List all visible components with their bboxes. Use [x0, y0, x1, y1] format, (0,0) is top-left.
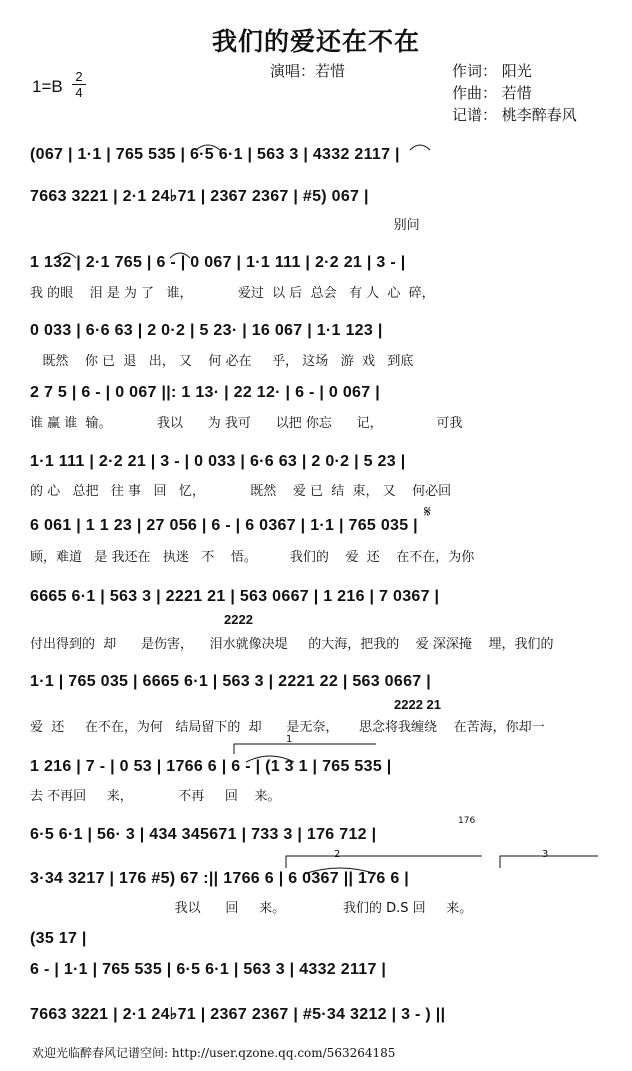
score-system-3-lyrics: 我 的眼 泪 是 为 了 谁， 爱过 以 后 总会 有 人 心 碎， — [30, 286, 435, 301]
volta-3-label: 3 — [542, 849, 549, 860]
volta-2-label: 2 — [334, 849, 341, 860]
slur-6 — [304, 868, 376, 874]
score-system-9-notes: 1·1 | 765 035 | 6665 6·1 | 563 3 | 2221 22 | 563 0667 | — [30, 673, 431, 690]
alt-notes-1: 2222 — [224, 612, 253, 627]
score-system-11-notes: 6·5 6·1 | 56· 3 | 434 345671 | 733 3 | 176 712 | — [30, 826, 377, 843]
score-system-2-lyrics: 别问 — [30, 218, 420, 233]
score-system-8-notes: 6665 6·1 | 563 3 | 2221 21 | 563 0667 | 1 216 | 7 0367 | — [30, 588, 440, 605]
score-system-7-lyrics: 顾，难道 是 我还在 执迷 不 悟。 我们的 爱 还 在不在，为你 — [30, 550, 475, 565]
score-system-13-notes: (35 17 | — [30, 930, 87, 947]
transcriber-credit: 记谱： 桃李醉春风 — [452, 106, 577, 124]
slur-5 — [246, 756, 294, 762]
score-system-1-notes: (067 | 1·1 | 765 535 | 6·5 6·1 | 563 3 | 4332 2117 | — [30, 146, 400, 163]
singer-credit: 演唱：若惜 — [270, 62, 346, 80]
slur-1 — [196, 145, 220, 150]
score-system-5-lyrics: 谁 赢 谁 输。 我以 为 我可 以把 你忘 记， 可我 — [30, 416, 463, 431]
volta-2-bracket — [286, 856, 482, 868]
score-system-2-notes: 7663 3221 | 2·1 24♭71 | 2367 2367 | #5) 067 | — [30, 188, 369, 205]
score-system-4-notes: 0 033 | 6·6 63 | 2 0·2 | 5 23· | 16 067 | 1·1 123 | — [30, 322, 383, 339]
score-system-3-notes: 1 132 | 2·1 765 | 6 - | 0 067 | 1·1 111 | 2·2 21 | 3 - | — [30, 254, 406, 271]
score-system-6-notes: 1·1 111 | 2·2 21 | 3 - | 0 033 | 6·6 63 | 2 0·2 | 5 23 | — [30, 453, 406, 470]
alt-notes-2: 2222 21 — [394, 697, 441, 712]
score-system-5-notes: 2 7 5 | 6 - | 0 067 ||: 1 13· | 22 12· | 6 - | 0 067 | — [30, 384, 380, 401]
song-title: 我们的爱还在不在 — [211, 27, 420, 56]
time-signature-top: 2 — [75, 69, 83, 84]
time-signature-bottom: 4 — [75, 85, 83, 100]
volta-3-bracket — [500, 856, 598, 868]
score-system-14-notes: 6 - | 1·1 | 765 535 | 6·5 6·1 | 563 3 | 4332 2117 | — [30, 961, 387, 978]
score-system-9-lyrics: 爱 还 在不在，为何 结局留下的 却 是无奈， 思念将我缠绕 在苦海，你却一 — [30, 720, 545, 735]
volta-1-bracket — [234, 744, 376, 754]
slur-4 — [170, 253, 190, 258]
grace-notes: 176 — [458, 816, 476, 826]
score-system-12-notes: 3·34 3217 | 176 #5) 67 :|| 1766 6 | 6 0367 || 176 6 | — [30, 870, 410, 887]
slur-3 — [56, 253, 76, 258]
score-system-6-lyrics: 的 心 总把 往 事 回 忆， 既然 爱 已 结 束， 又 何必回 — [30, 484, 452, 499]
key-signature: 1=B — [32, 77, 63, 96]
score-system-12-lyrics: 我以 回 来。 我们的 D.S 回 来。 — [30, 901, 473, 916]
footer-link-text: 欢迎光临醉春风记谱空间: http://user.qzone.qq.com/563264185 — [32, 1046, 396, 1060]
score-system-15-notes: 7663 3221 | 2·1 24♭71 | 2367 2367 | #5·34 3212 | 3 - ) || — [30, 1006, 446, 1023]
volta-1-label: 1 — [286, 734, 293, 745]
score-system-10-notes: 1 216 | 7 - | 0 53 | 1766 6 | 6 - | (1 3 1 | 765 535 | — [30, 758, 392, 775]
score-system-7-notes: 6 061 | 1 1 23 | 27 056 | 6 - | 6 0367 | 1·1 | 765 035 | — [30, 517, 418, 534]
score-system-4-lyrics: 既然 你 已 退 出， 又 何 必在 乎， 这场 游 戏 到底 — [30, 354, 414, 369]
composer-credit: 作曲： 若惜 — [452, 84, 532, 102]
slur-2 — [410, 145, 430, 150]
score-system-10-lyrics: 去 不再回 来， 不再 回 来。 — [30, 789, 281, 804]
score-system-8-lyrics: 付出得到的 却 是伤害， 泪水就像决堤 的大海，把我的 爱 深深掩 埋，我们的 — [30, 637, 554, 652]
lyricist-credit: 作词： 阳光 — [452, 62, 532, 80]
segno-sign: 𝄋 — [424, 502, 431, 521]
